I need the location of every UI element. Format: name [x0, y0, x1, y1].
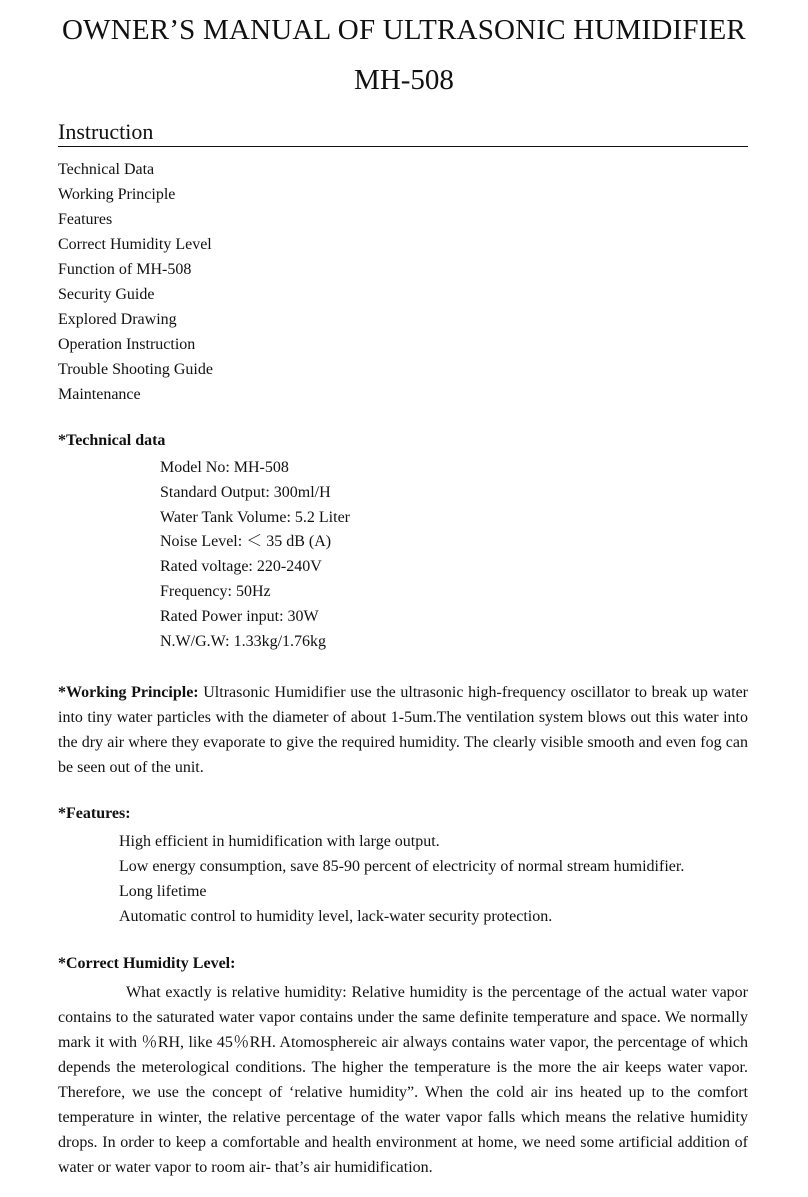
toc-item: Explored Drawing [58, 311, 177, 328]
feature-item: Low energy consumption, save 85-90 percent of electricity of normal stream humidifier. [119, 858, 685, 875]
spec-item: Model No: MH-508 [160, 459, 289, 476]
working-principle-heading: *Working Principle: [58, 684, 199, 701]
working-principle-paragraph [58, 680, 748, 780]
technical-data-heading: *Technical data [58, 432, 166, 449]
toc-item: Features [58, 211, 113, 228]
table-of-contents [58, 157, 213, 407]
feature-item: Long lifetime [119, 883, 207, 900]
spec-item: Standard Output: 300ml/H [160, 483, 331, 501]
manual-title: OWNER’S MANUAL OF ULTRASONIC HUMIDIFIER [62, 14, 746, 46]
toc-item: Operation Instruction [58, 336, 196, 353]
toc-item: Trouble Shooting Guide [58, 361, 213, 378]
feature-item: High efficient in humidification with large output. [119, 833, 440, 850]
features-heading: *Features: [58, 805, 131, 822]
humidity-paragraph: What exactly is relative humidity: Relative humidity is the percentage of the actual water vapor contains to the saturated water vapor contains under the same definite temperature and space. We normally mark it with ％RH, like 45％RH. Atomosphereic air always contains water vapor, the percentage of which depends the meterological conditions. The higher the temperature is the more the air keeps water vapor. Therefore, we use the concept of ‘relative humidity”. When the cold air ins heated up to the comfort temperature in winter, the relative percentage of the water vapor falls which means the relative humidity drops. In order to keep a comfortable and health environment at home, we need some artificial addition of water or water vapor to room air- that’s air humidification. [58, 984, 748, 1176]
spec-item: Rated voltage: 220-240V [160, 558, 322, 576]
spec-item: Noise Level: ＜ 35 dB (A) [160, 533, 332, 551]
spec-item: Water Tank Volume: 5.2 Liter [160, 508, 350, 526]
toc-item: Security Guide [58, 286, 155, 303]
spec-item: N.W/G.W: 1.33kg/1.76kg [160, 632, 327, 650]
working-principle-text: Ultrasonic Humidifier use the ultrasonic high-frequency oscillator to break up water into tiny water particles with the diameter of about 1-5um.The ventilation system blows out this water into the dry air where they evaporate to give the required humidity. The clearly visible smooth and even fog can be seen out of the unit. [58, 684, 748, 776]
feature-item: Automatic control to humidity level, lack-water security protection. [119, 908, 553, 925]
toc-item: Correct Humidity Level [58, 236, 212, 253]
spec-item: Rated Power input: 30W [160, 607, 319, 625]
features-list [119, 829, 684, 929]
spec-item: Frequency: 50Hz [160, 582, 271, 600]
humidity-heading: *Correct Humidity Level: [58, 955, 236, 972]
technical-data-list [160, 456, 350, 654]
instruction-heading: Instruction [58, 118, 748, 147]
toc-item: Function of MH-508 [58, 261, 192, 278]
toc-item: Maintenance [58, 386, 141, 403]
toc-item: Working Principle [58, 186, 176, 203]
model-title: MH-508 [354, 64, 454, 96]
toc-item: Technical Data [58, 161, 155, 178]
